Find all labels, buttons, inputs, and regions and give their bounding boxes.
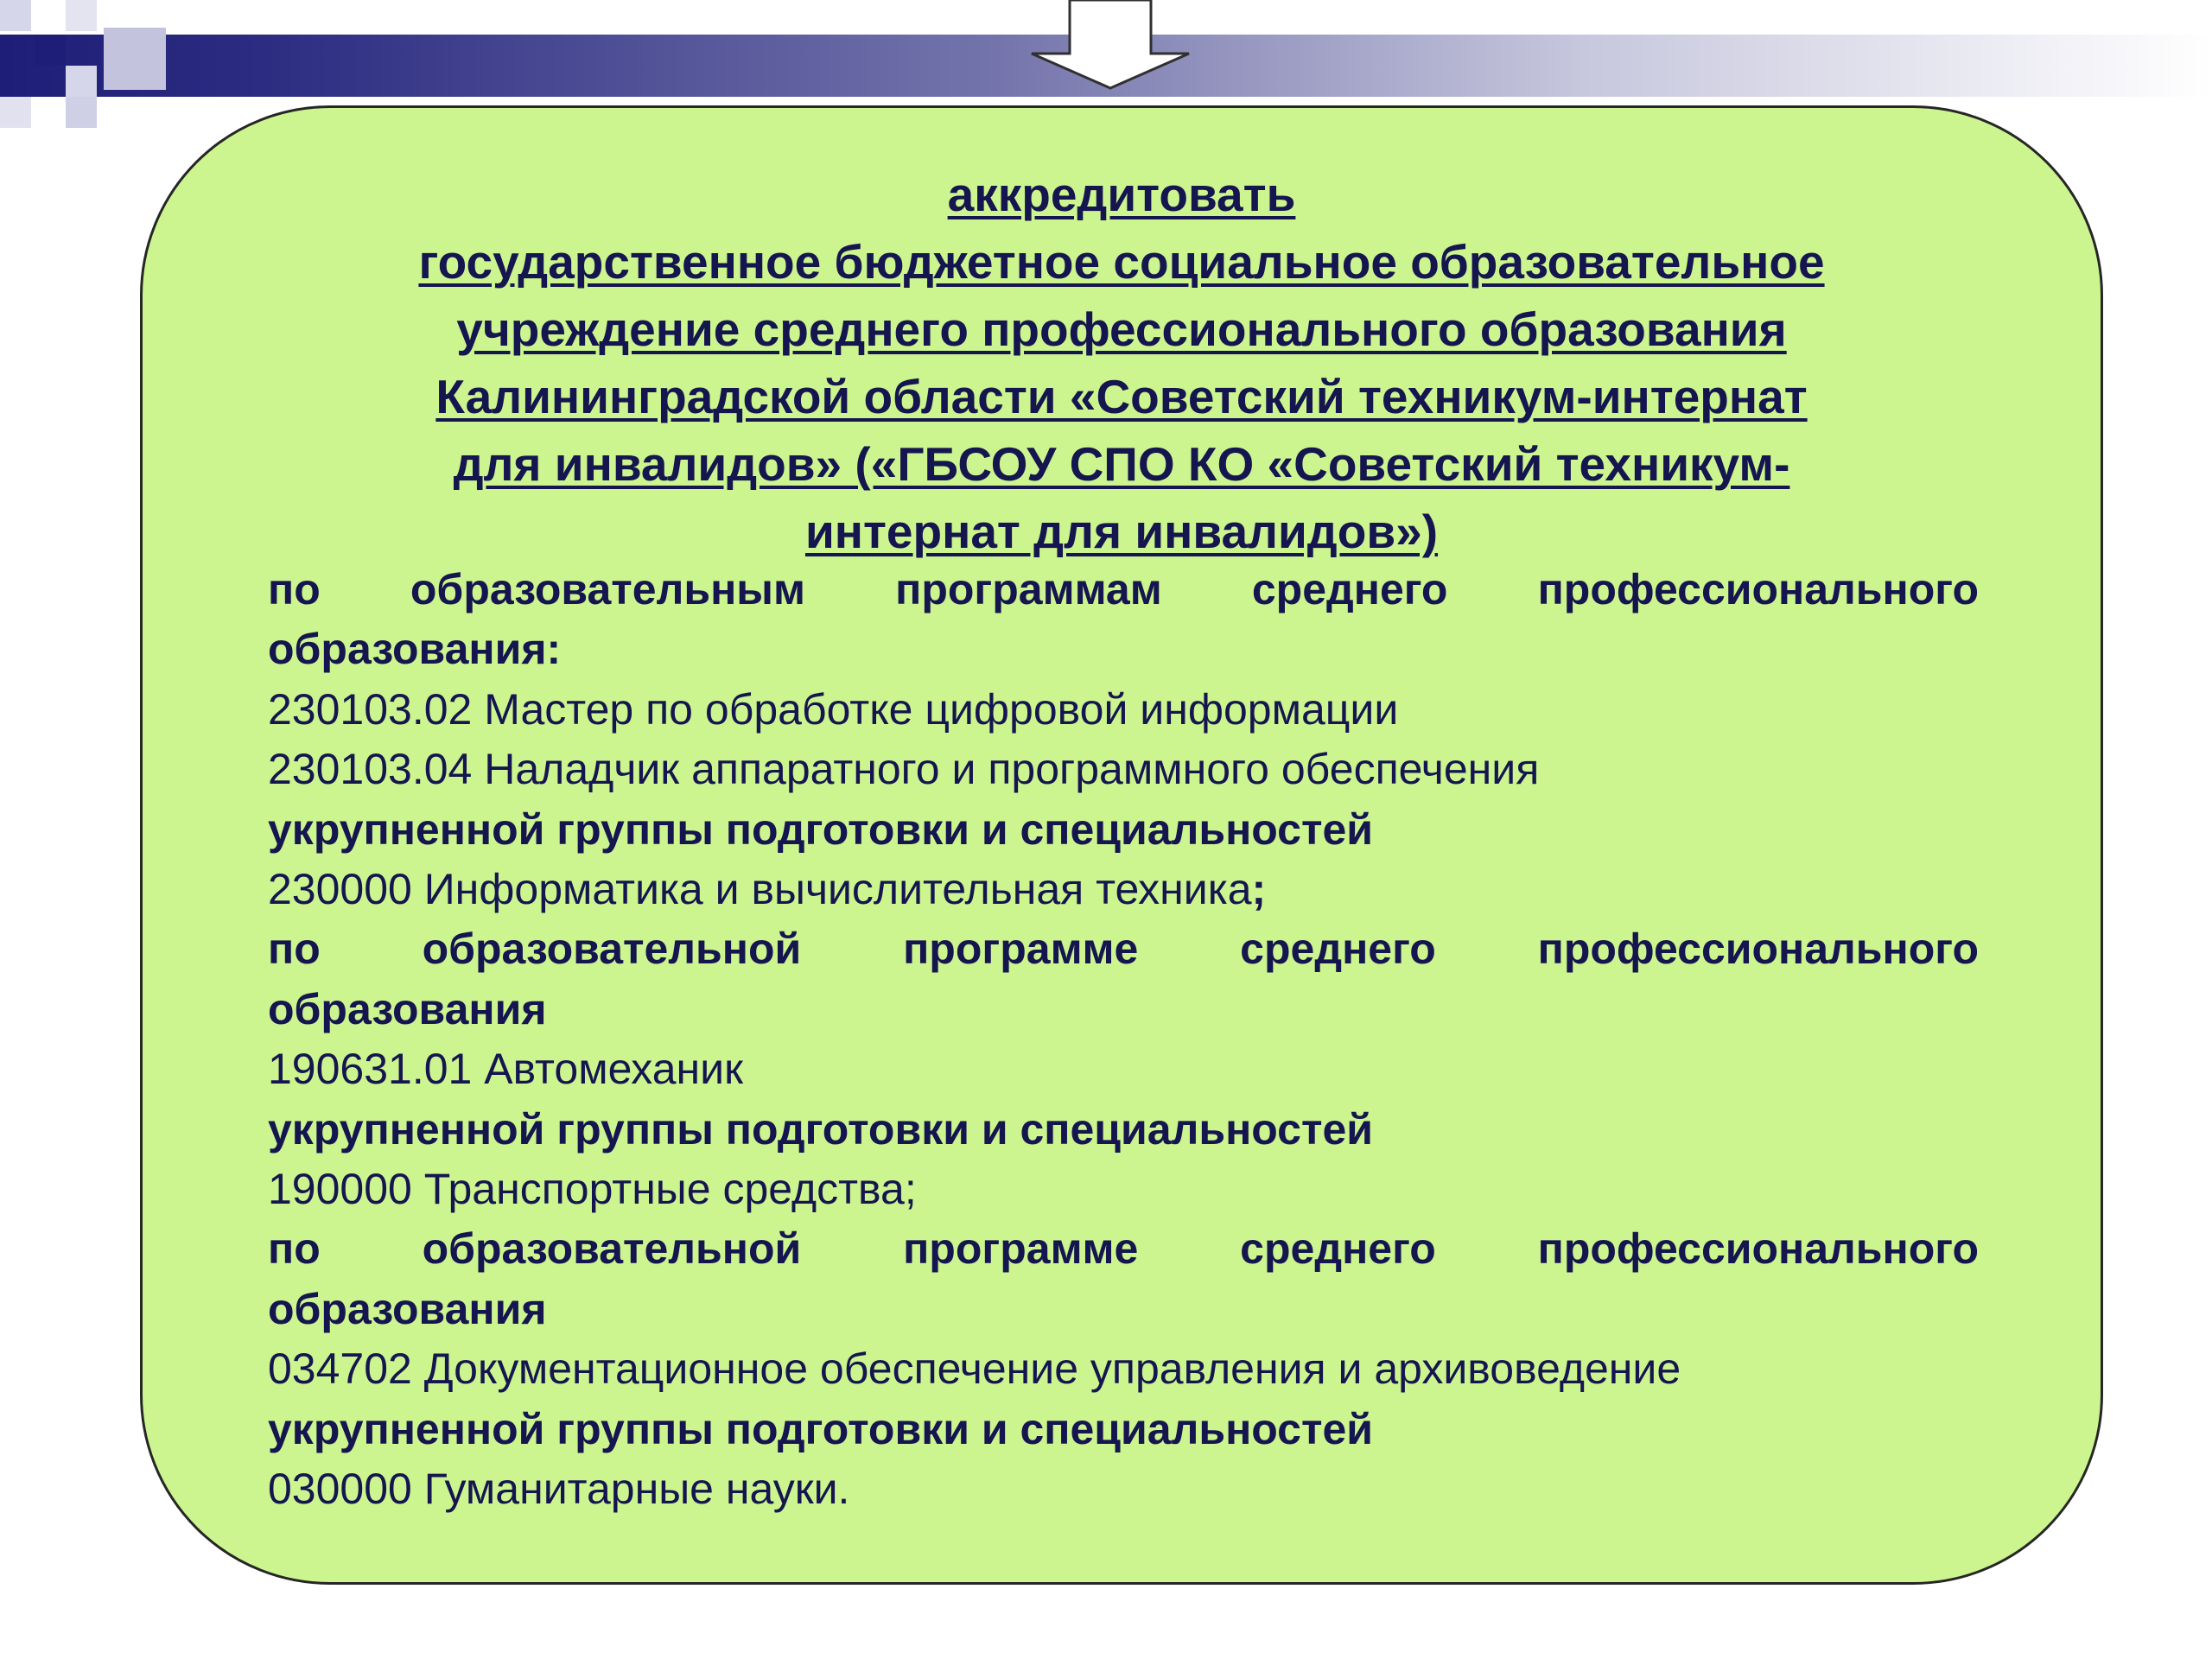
title-line: Калининградской области «Советский техникум-интернат: [435, 370, 1808, 423]
decor-square: [0, 97, 31, 128]
title-line: государственное бюджетное социальное образовательное: [418, 235, 1825, 289]
decor-square: [35, 35, 66, 66]
title-line: аккредитовать: [947, 168, 1296, 221]
section-heading: по образовательным программам среднего профессионального: [268, 565, 1979, 613]
group-value-text: 230000 Информатика и вычислительная техника: [268, 865, 1252, 914]
section-heading-end: образования: [268, 1284, 547, 1333]
program-item: 230103.04 Наладчик аппаратного и программного обеспечения: [268, 745, 1540, 794]
decor-square: [104, 28, 166, 90]
decor-square: [0, 0, 31, 31]
group-label: укрупненной группы подготовки и специальностей: [268, 804, 1374, 854]
decor-square: [66, 0, 97, 31]
group-value: 190000 Транспортные средства;: [268, 1165, 917, 1214]
title-line: интернат для инвалидов»): [804, 505, 1439, 558]
decor-square: [66, 66, 97, 97]
group-value: [268, 860, 1979, 919]
title-line: учреждение среднего профессионального образования: [456, 302, 1787, 356]
group-label: укрупненной группы подготовки и специальностей: [268, 1404, 1374, 1453]
decor-square: [66, 97, 97, 128]
down-arrow-icon: [1028, 0, 1192, 90]
program-item: 230103.02 Мастер по обработке цифровой информации: [268, 684, 1399, 734]
group-value-punct: ;: [1251, 865, 1267, 914]
section-heading-end: образования:: [268, 625, 562, 674]
title-block: [226, 161, 2017, 565]
program-item: 034702 Документационное обеспечение управления и архивоведение: [268, 1344, 1681, 1394]
program-item: 190631.01 Автомеханик: [268, 1045, 743, 1094]
group-label: укрупненной группы подготовки и специальностей: [268, 1104, 1374, 1154]
section-heading-end: образования: [268, 984, 547, 1033]
group-value: 030000 Гуманитарные науки.: [268, 1465, 850, 1514]
title-line: для инвалидов» («ГБСОУ СПО КО «Советский техникум-: [453, 437, 1790, 491]
section-heading: по образовательной программе среднего профессионального: [268, 1224, 1979, 1274]
section-heading: по образовательной программе среднего профессионального: [268, 925, 1979, 974]
body-block: [268, 560, 1979, 1520]
